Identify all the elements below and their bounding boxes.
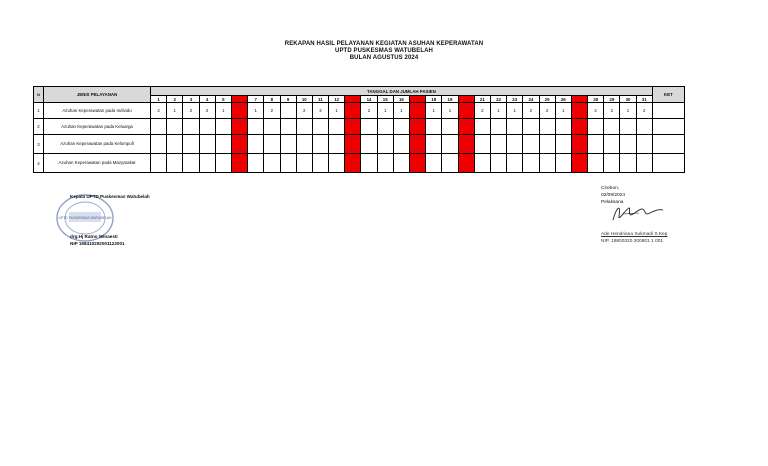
patient-count-cell [151,135,167,154]
day-header-8: 8 [264,96,280,103]
patient-count-cell: 1 [507,103,523,119]
day-header-26: 26 [555,96,571,103]
patient-count-cell [345,154,361,173]
patient-count-cell [507,135,523,154]
patient-count-cell [199,119,215,135]
day-header-7: 7 [248,96,264,103]
rekap-table [33,86,685,173]
day-header-13: 13 [345,96,361,103]
patient-count-cell [474,154,490,173]
patient-count-cell [571,135,587,154]
patient-count-cell [231,103,247,119]
patient-count-cell [280,119,296,135]
patient-count-cell [231,135,247,154]
patient-count-cell [167,119,183,135]
head-name: drg.Hj Ratno Winaesti [70,234,118,239]
patient-count-cell [555,119,571,135]
patient-count-cell: 1 [215,103,231,119]
service-name: Azuhan Keperawatan pada Keluarga [44,119,151,135]
table-row [34,135,685,154]
day-header-3: 3 [183,96,199,103]
patient-count-cell [426,135,442,154]
patient-count-cell [296,154,312,173]
patient-count-cell [426,154,442,173]
day-header-25: 25 [539,96,555,103]
patient-count-cell [507,119,523,135]
patient-count-cell: 1 [555,103,571,119]
day-header-27: 27 [571,96,587,103]
patient-count-cell [588,135,604,154]
patient-count-cell [280,103,296,119]
patient-count-cell: 1 [393,103,409,119]
patient-count-cell [199,154,215,173]
patient-count-cell [410,103,426,119]
patient-count-cell [620,119,636,135]
patient-count-cell [377,119,393,135]
patient-count-cell: 2 [539,103,555,119]
day-header-23: 23 [507,96,523,103]
patient-count-cell [393,154,409,173]
header-dates: TANGGAL DAN JUMLAH PASIEN [151,87,653,96]
patient-count-cell: 2 [199,103,215,119]
header-service: JENIS PELAYANAN [44,87,151,103]
patient-count-cell [393,119,409,135]
executor-name: Ade Hendriana Sukmadi S.Kep [601,232,668,237]
patient-count-cell: 1 [620,103,636,119]
patient-count-cell [264,154,280,173]
patient-count-cell [183,154,199,173]
patient-count-cell [442,135,458,154]
header-no: N [34,87,44,103]
patient-count-cell: 1 [329,103,345,119]
patient-count-cell [248,119,264,135]
patient-count-cell [410,154,426,173]
patient-count-cell [539,154,555,173]
patient-count-cell [248,135,264,154]
day-header-29: 29 [604,96,620,103]
patient-count-cell [312,135,328,154]
patient-count-cell [474,135,490,154]
patient-count-cell [620,154,636,173]
patient-count-cell [555,154,571,173]
patient-count-cell: 2 [264,103,280,119]
patient-count-cell [329,135,345,154]
day-header-28: 28 [588,96,604,103]
patient-count-cell [361,135,377,154]
signing-date: 02/09/2024 [601,193,626,198]
table-row [34,103,685,119]
day-header-11: 11 [312,96,328,103]
patient-count-cell: 2 [523,103,539,119]
patient-count-cell [329,154,345,173]
patient-count-cell [490,154,506,173]
patient-count-cell: 1 [167,103,183,119]
patient-count-cell [620,135,636,154]
ket-cell [652,135,684,154]
patient-count-cell [523,119,539,135]
handwritten-signature [609,202,665,224]
patient-count-cell [410,135,426,154]
patient-count-cell: 1 [490,103,506,119]
patient-count-cell [426,119,442,135]
patient-count-cell [507,154,523,173]
patient-count-cell: 2 [183,103,199,119]
patient-count-cell [474,119,490,135]
patient-count-cell [490,119,506,135]
day-header-22: 22 [490,96,506,103]
patient-count-cell [636,135,652,154]
ket-cell [652,154,684,173]
day-header-5: 5 [215,96,231,103]
patient-count-cell: 2 [588,103,604,119]
patient-count-cell [458,154,474,173]
patient-count-cell [312,154,328,173]
patient-count-cell: 2 [312,103,328,119]
day-header-20: 20 [458,96,474,103]
head-signature-block [48,188,178,252]
patient-count-cell [264,119,280,135]
patient-count-cell [377,154,393,173]
patient-count-cell [571,103,587,119]
patient-count-cell [523,154,539,173]
day-header-10: 10 [296,96,312,103]
signing-place: Cirebon, [601,186,620,191]
patient-count-cell [231,119,247,135]
day-header-16: 16 [393,96,409,103]
patient-count-cell [329,119,345,135]
patient-count-cell [458,103,474,119]
day-header-15: 15 [377,96,393,103]
patient-count-cell [312,119,328,135]
executor-nip: NIP. 19800320 200801 1 001 [601,239,664,244]
patient-count-cell [571,154,587,173]
patient-count-cell [442,119,458,135]
day-header-24: 24 [523,96,539,103]
table-row [34,119,685,135]
patient-count-cell: 1 [426,103,442,119]
patient-count-cell [571,119,587,135]
patient-count-cell [604,154,620,173]
day-header-17: 17 [410,96,426,103]
service-name: Azuhan Keperawatan pada Mazyarakat [44,154,151,173]
svg-text:UPTD PUSKESMAS WATUBELAH: UPTD PUSKESMAS WATUBELAH [58,216,112,220]
head-title: Kepala UPTD Puskesmas Watubelah [70,194,150,199]
patient-count-cell [555,135,571,154]
patient-count-cell [588,154,604,173]
patient-count-cell [167,154,183,173]
patient-count-cell [264,135,280,154]
patient-count-cell [280,135,296,154]
patient-count-cell [539,135,555,154]
row-number: 1 [34,103,44,119]
service-name: Azuhan Keperawatan pada Kelompoll [44,135,151,154]
row-number: 4 [34,154,44,173]
patient-count-cell [636,119,652,135]
patient-count-cell: 1 [248,103,264,119]
patient-count-cell [345,103,361,119]
patient-count-cell [345,135,361,154]
patient-count-cell [523,135,539,154]
report-title: REKAPAN HASIL PELAYANAN KEGIATAN ASUHAN KEPERAWATAN [284,41,484,47]
patient-count-cell [588,119,604,135]
report-subtitle: UPTD PUSKESMAS WATUBELAH [335,48,433,54]
day-header-30: 30 [620,96,636,103]
patient-count-cell [151,154,167,173]
patient-count-cell [377,135,393,154]
patient-count-cell: 1 [442,103,458,119]
patient-count-cell [442,154,458,173]
patient-count-cell [151,119,167,135]
service-name: Azuhan Keperawatan pada Individu [44,103,151,119]
day-header-1: 1 [151,96,167,103]
patient-count-cell [490,135,506,154]
patient-count-cell [215,119,231,135]
patient-count-cell [199,135,215,154]
day-header-18: 18 [426,96,442,103]
patient-count-cell: 2 [636,103,652,119]
patient-count-cell [539,119,555,135]
row-number: 2 [34,119,44,135]
day-header-21: 21 [474,96,490,103]
patient-count-cell [361,119,377,135]
patient-count-cell: 2 [296,103,312,119]
table-row [34,154,685,173]
header-ket: KET [652,87,684,103]
executor-role: Pelaksana [601,200,624,205]
patient-count-cell: 2 [151,103,167,119]
patient-count-cell [458,135,474,154]
row-number: 3 [34,135,44,154]
day-header-9: 9 [280,96,296,103]
day-header-14: 14 [361,96,377,103]
patient-count-cell [167,135,183,154]
patient-count-cell [183,135,199,154]
day-header-12: 12 [329,96,345,103]
patient-count-cell: 2 [604,103,620,119]
day-header-31: 31 [636,96,652,103]
patient-count-cell [296,135,312,154]
head-nip: NIP 198410292001122001 [70,241,125,246]
patient-count-cell [604,135,620,154]
day-header-2: 2 [167,96,183,103]
patient-count-cell [393,135,409,154]
patient-count-cell [458,119,474,135]
patient-count-cell [410,119,426,135]
day-header-4: 4 [199,96,215,103]
ket-cell [652,119,684,135]
patient-count-cell [215,154,231,173]
patient-count-cell: 2 [474,103,490,119]
day-header-19: 19 [442,96,458,103]
patient-count-cell [296,119,312,135]
executor-signature-block [601,186,711,256]
patient-count-cell [345,119,361,135]
patient-count-cell [248,154,264,173]
patient-count-cell [361,154,377,173]
patient-count-cell: 2 [361,103,377,119]
patient-count-cell [183,119,199,135]
patient-count-cell: 1 [377,103,393,119]
report-period: BULAN AGUSTUS 2024 [349,55,419,61]
patient-count-cell [231,154,247,173]
day-header-6: 6 [231,96,247,103]
patient-count-cell [215,135,231,154]
patient-count-cell [636,154,652,173]
patient-count-cell [604,119,620,135]
ket-cell [652,103,684,119]
patient-count-cell [280,154,296,173]
